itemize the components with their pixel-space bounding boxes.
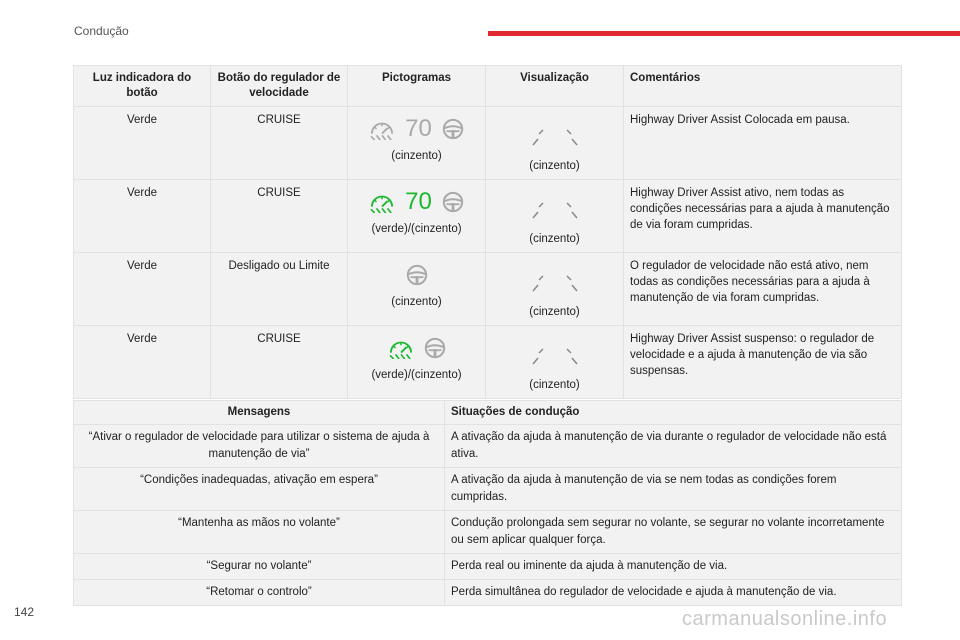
message-cell: “Retomar o controlo” [74,580,445,606]
speedometer-icon [388,337,414,359]
speed-value: 70 [405,115,432,142]
display-cell [486,253,624,326]
light-cell: Verde [74,107,211,180]
section-accent-bar [488,31,960,36]
pictogram-caption: (verde)/(cinzento) [371,369,462,381]
display-caption: (cinzento) [529,160,580,172]
pictogram-caption: (verde)/(cinzento) [371,223,462,235]
pictogram-caption: (cinzento) [391,150,442,162]
comment-cell: O regulador de velocidade não está ativo, nem todas as condições necessárias para a ajuda à manutenção de via foram cumpridas. [624,253,902,326]
display-caption: (cinzento) [529,379,580,391]
col-header-situations: Situações de condução [445,401,902,425]
situation-cell: Perda real ou iminente da ajuda à manutenção de via. [445,554,902,580]
page-number: 142 [14,605,35,619]
col-header-comments: Comentários [624,66,902,107]
comment-cell: Highway Driver Assist ativo, nem todas as condições necessárias para a ajuda à manutenção de via foram cumpridas. [624,180,902,253]
light-cell: Verde [74,253,211,326]
table-row [74,580,902,606]
col-header-light: Luz indicadora do botão [74,66,211,107]
table-row [74,511,902,554]
indicator-table [73,65,902,399]
light-cell: Verde [74,326,211,399]
col-header-messages: Mensagens [74,401,445,425]
situation-cell: Perda simultânea do regulador de velocidade e ajuda à manutenção de via. [445,580,902,606]
col-header-button: Botão do regulador de velocidade [211,66,348,107]
message-cell: “Ativar o regulador de velocidade para utilizar o sistema de ajuda à manutenção de via” [74,425,445,468]
lane-markings-icon [525,193,585,223]
situation-cell: A ativação da ajuda à manutenção de via se nem todas as condições forem cumpridas. [445,468,902,511]
lane-markings-icon [525,120,585,150]
steering-wheel-icon [442,118,464,140]
display-caption: (cinzento) [529,233,580,245]
pictogram-caption: (cinzento) [391,296,442,308]
pictogram-cell [348,253,486,326]
col-header-display: Visualização [486,66,624,107]
lane-markings-icon [525,339,585,369]
message-cell: “Condições inadequadas, ativação em espera” [74,468,445,511]
display-caption: (cinzento) [529,306,580,318]
table-header-row [74,66,902,107]
comment-cell: Highway Driver Assist Colocada em pausa. [624,107,902,180]
pictogram-cell [348,326,486,399]
button-cell: CRUISE [211,107,348,180]
display-cell [486,107,624,180]
col-header-pictograms: Pictogramas [348,66,486,107]
table-row [74,107,902,180]
steering-wheel-icon [406,264,428,286]
table-row [74,425,902,468]
table-row [74,468,902,511]
speedometer-icon [369,118,395,140]
table-row [74,180,902,253]
watermark: carmanualsonline.info [682,608,888,630]
table-row [74,253,902,326]
situation-cell: A ativação da ajuda à manutenção de via durante o regulador de velocidade não está ativa. [445,425,902,468]
section-title: Condução [74,24,129,38]
steering-wheel-icon [424,337,446,359]
display-cell [486,180,624,253]
lane-markings-icon [525,266,585,296]
speed-value: 70 [405,188,432,215]
display-cell [486,326,624,399]
pictogram-cell [348,180,486,253]
comment-cell: Highway Driver Assist suspenso: o regulador de velocidade e a ajuda à manutenção de via são suspensas. [624,326,902,399]
table-header-row [74,401,902,425]
button-cell: Desligado ou Limite [211,253,348,326]
situation-cell: Condução prolongada sem segurar no volante, se segurar no volante incorretamente ou sem aplicar qualquer força. [445,511,902,554]
message-cell: “Mantenha as mãos no volante” [74,511,445,554]
message-cell: “Segurar no volante” [74,554,445,580]
pictogram-cell [348,107,486,180]
light-cell: Verde [74,180,211,253]
table-row [74,326,902,399]
messages-table [73,400,902,606]
steering-wheel-icon [442,191,464,213]
button-cell: CRUISE [211,180,348,253]
table-row [74,554,902,580]
speedometer-icon [369,191,395,213]
button-cell: CRUISE [211,326,348,399]
